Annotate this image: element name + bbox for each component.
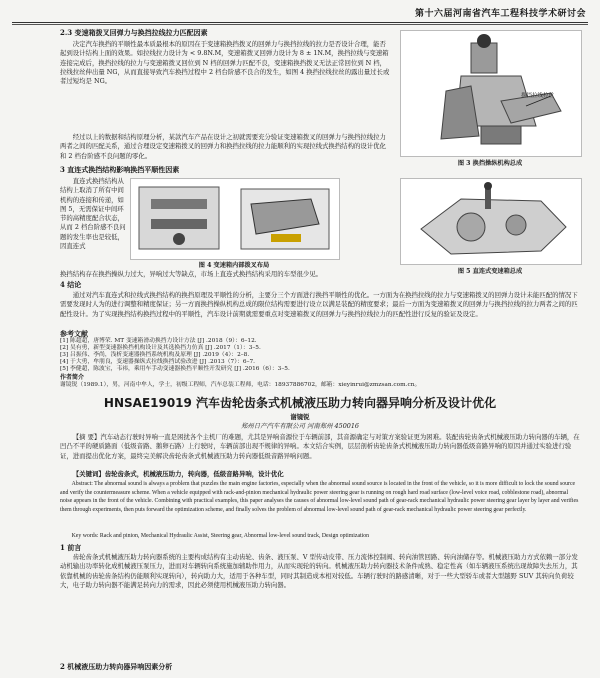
figure-4-fork-layout (130, 178, 340, 260)
section-3-wrapped-paragraph: 直连式换挡结构从结构上取消了所有中间机构的连接和传递，如图 5，无需保证中间环节的高精度配合状态，从而 2 档台阶感不良问题的发生率也是较低，因直连式 (60, 177, 126, 251)
section-4-heading: 4 结论 (60, 280, 82, 289)
section-2-3-paragraph-2: 经过以上的数据和结构原理分析，某款汽车产品在设计之初就需要充分验证变速箱拨叉的回弹力与换挡拉线拉力两者之间的匹配关系，通过合理设定变速箱拨叉的回弹力和换挡拉线的拉力能顺利的实现拉线式换挡结构的设计优化和 2 档台阶感不良问题的零化。 (60, 133, 386, 160)
section-2-heading: 2 机械液压助力转向器异响因素分析 (60, 662, 173, 671)
article-title: HNSAE19019 汽车齿轮齿条式机械液压助力转向器异响分析及设计优化 (103, 396, 497, 410)
abstract-english: Abstract: The abnormal sound is always a problem that puzzles the main engine factories, especially when the abnormal sound source is located in the front of the vehicle, so it is more difficult to lock the sound source and verify the countermeasure scheme. When a vehicle equipped with rack-and-pinion mechanical hydraulic power steering gear is running on rough hard road surface (low-level voice road, cobblestone road), abnormal noise appears in the front of the vehicle. Combining with practical examples, this paper analyses the causes of abnormal low-level sound path of gear-rack mechanical hydraulic power steering gear layer by layer and verifies them through experiments, then puts forward the optimization scheme, and finally solves the problem of abnormal low-level sound path of gear-rack mechanical hydraulic power steering gear perfectly. (60, 481, 579, 513)
reference-item: [3] 吕振伟、李尚，浅析变速器换挡系统机构及原理 [J] .2019（4）：2–8. (60, 352, 250, 358)
figure-5-caption: 图 5 直连式变速箱总成 (457, 268, 523, 275)
reference-item: [2] 吴有勇，新型变速器换挡机构设计及其选换挡力仿真 [J] .2017（1）：3–5. (60, 345, 261, 351)
direct-gearbox-drawing (401, 179, 581, 264)
section-3-heading: 3 直连式换挡结构影响换挡平顺性因素 (60, 165, 180, 174)
intro-heading: 1 前言 (60, 543, 82, 552)
keywords-chinese: 【关键词】齿轮齿条式，机械液压助力，转向器，低级音路异响，设计优化 (72, 470, 284, 478)
header-rule (12, 22, 588, 23)
references-list (60, 338, 580, 373)
reference-item: [5] 李健超，陈波宝，韦祎，乘用车手动变速器换挡平顺性开发研究 [J] .2016（6）：3–5. (60, 366, 290, 372)
header-rule-thin (12, 24, 588, 25)
author-bio-heading: 作者简介 (60, 374, 85, 381)
section-4-paragraph: 通过对汽车直连式和拉线式换挡结构的换挡原理及平顺性的分析，主要分三个方面进行换挡平顺性的优化。一方面为在换挡拉线的拉力与变速箱拨叉的回弹力设计未能匹配的情况下需要发现时人为的进行调整和精度保证；另一方面换挡操纵机构总成的限位结构需要进行设立以满足装配的精度要求；最后一方面为变速箱拨叉的回弹力与换挡拉线的拉力两者之间的匹配性设计。为了实现换挡结构换挡过程中的平顺性，汽车设计前期就需要重点对变速箱拨叉的回弹力与换挡拉线拉力的匹配性进行反复的验证及设定。 (60, 291, 578, 318)
intro-paragraph: 齿轮齿条式机械液压助力转向器系统的主要构成结构有主动齿轮、齿条、液压泵、V 型传动皮带、压力流体控制阀、转向油管回路、转向油储存等。机械液压助力方式依赖一部分发动机输出功率转化成机械液压泵压力，进而对车辆转向系统施加辅助作用力，从而实现轮的转向。机械液压助力转向器技术条件成熟、稳定性高（如车辆液压系统出现故障失去压力，其依靠机械的齿轮齿条结构仍能顺利实现转向），转向助力大，适用于各种车型，同时其制造成本相对较低。车辆行驶时的路感清晰，对于一些大型轿车或者大型越野 SUV 其转向负荷较大，电子助力转向器不能满足转向力的需求，因此必须使用机械液压助力转向器。 (60, 553, 578, 589)
article-author: 谢镜锐 (290, 413, 310, 421)
section-2-3-heading: 2.3 变速箱拨叉回弹力与换挡拉线拉力匹配因素 (60, 28, 208, 37)
figure-4-caption: 图 4 变速箱内部拨叉布局 (198, 262, 270, 269)
figure-5-direct-gearbox (400, 178, 582, 265)
article-affiliation: 郑州日产汽车有限公司 河南郑州 450016 (241, 422, 359, 430)
reference-item: [4] 于大勇，牟朋良，变速器操纵式拉线换挡试验改进 [J] .2013（7）：6–7. (60, 359, 256, 365)
section-3-paragraph-full: 换挡结构存在换挡操纵力过大，异响过大等缺点，市场上直连式换挡结构采用的车型很少见。 (60, 270, 323, 278)
running-header: 第十六届河南省汽车工程科技学术研讨会 (414, 9, 586, 19)
figure-3-caption: 图 3 换挡操纵机构总成 (457, 160, 523, 167)
figure-3-callout: 换挡拉线拉丝 (521, 93, 555, 99)
figure-3-shift-mechanism (400, 30, 582, 157)
abstract-chinese: 【摘 要】汽车动态行驶时异响一直是困扰各个主机厂的难题，尤其是异响音源位于车辆前部，其音源确定与对策方案验证更为困难。装配齿轮齿条式机械液压助力转向器的车辆，在凹凸不平的硬质路面（低级音路、鹅卵石路）上行驶时，车辆前部出现不规律的异响。本文结合实例，层层剖析齿轮齿条式机械液压助力转向器低级音路异响的原因并通过实验进行验证，进而提出优化方案，最终完美解决齿轮齿条式机械液压助力转向器低级音路异响问题。 (60, 433, 580, 460)
section-2-3-paragraph-1: 决定汽车换挡的平顺性最本质最根本的原因在于变速箱换挡拨叉的回弹力与换挡拉线的拉力是否设计合理，能否起到设计结构上面的效果。如拉线拉力设计为 < 9.8N.M，变速箱拨叉回弹力设计为 8 ± 1N.M，换挡拉线与变速箱连接完成后，换挡拉线的拉力与变速箱拨叉回位到 N 档的回弹力匹配不良，变速箱换挡拨叉无法正常回位到 N 档，拉线拉丝伸出量 NG，从而直接导致汽车换挡过程中 2 档台阶感不良合的发生，如图 4 换挡拉线拉丝的露出量过长或者过短均是 NG。 (60, 40, 390, 86)
fork-layout-drawing (131, 179, 339, 259)
reference-item: [1] 陈超超，唐博荣. MT 变速箱滑动换挡力设计方法 [J] .2018（9）：6–12. (60, 338, 257, 344)
references-heading: 参考文献 (60, 329, 88, 338)
keywords-english: Key words: Rack and pinion, Mechanical Hydraulic Assist, Steering gear, Abnormal low-level sound track, Design optimization (71, 533, 370, 539)
author-bio-text: 谢镜锐（1989.1），男，河南中牟人，学士，初级工程师，汽车总装工程师，电话：18937886702，邮箱：xieyinrui@zmzsan.com.cn。 (60, 382, 421, 388)
